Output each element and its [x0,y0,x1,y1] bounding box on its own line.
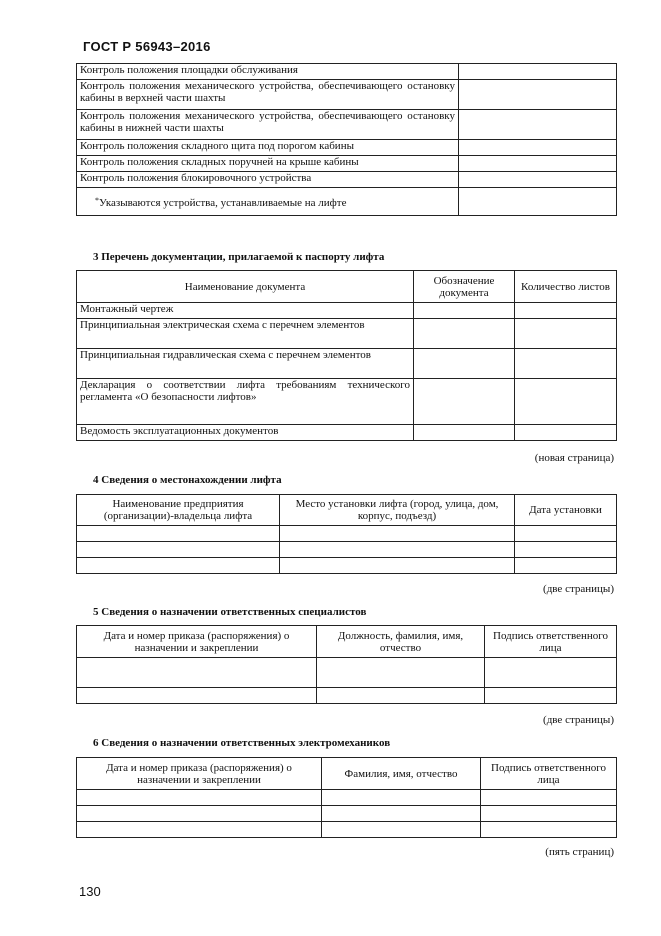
col-header-install-place: Место установки лифта (город, улица, дом, корпус, подъезд) [280,495,515,526]
col-header-signature: Подпись ответственного лица [481,758,617,790]
empty-cell [77,688,317,704]
doc-row: Принципиальная гидравлическая схема с перечнем элементов [77,349,414,379]
device-row: Контроль положения механического устройства, обеспечивающего остановку кабины в нижней части шахты [77,110,459,140]
lift-devices-table [76,63,617,216]
doc-row: Монтажный чертеж [77,303,414,319]
col-header-document-name: Наименование документа [77,271,414,303]
empty-cell [77,658,317,688]
empty-cell [77,806,322,822]
device-row: Контроль положения площадки обслуживания [77,64,459,80]
location-table [76,494,617,574]
page-number: 130 [79,884,101,899]
doc-row: Принципиальная электрическая схема с перечнем элементов [77,319,414,349]
specialists-table [76,625,617,704]
empty-cell [77,822,322,838]
section5-title: 5 Сведения о назначении ответственных специалистов [93,606,367,618]
empty-cell [77,790,322,806]
col-header-full-name: Фамилия, имя, отчество [322,758,481,790]
device-row: Контроль положения блокировочного устройства [77,172,459,188]
section6-title: 6 Сведения о назначении ответственных электромехаников [93,737,391,749]
col-header-install-date: Дата установки [515,495,617,526]
document-header: ГОСТ Р 56943–2016 [83,39,211,54]
section3-title: 3 Перечень документации, прилагаемой к паспорту лифта [93,251,385,263]
section4-title: 4 Сведения о местонахождении лифта [93,474,282,486]
col-header-position-name: Должность, фамилия, имя, отчество [317,626,485,658]
empty-cell [77,542,280,558]
device-row: Контроль положения складных поручней на крыше кабины [77,156,459,172]
electromechanics-table [76,757,617,838]
page-count-note: (пять страниц) [545,846,614,858]
doc-row: Ведомость эксплуатационных документов [77,425,414,441]
documentation-table [76,270,617,441]
col-header-owner: Наименование предприятия (организации)-владельца лифта [77,495,280,526]
table-footnote: *Указываются устройства, устанавливаемые на лифте [77,188,459,216]
col-header-order: Дата и номер приказа (распоряжения) о назначении и закреплении [77,626,317,658]
empty-cell [77,558,280,574]
empty-cell [77,526,280,542]
col-header-order: Дата и номер приказа (распоряжения) о назначении и закреплении [77,758,322,790]
page-count-note: (две страницы) [543,714,614,726]
col-header-signature: Подпись ответственного лица [485,626,617,658]
page-count-note: (новая страница) [534,452,614,464]
page-count-note: (две страницы) [543,583,614,595]
device-row: Контроль положения складного щита под порогом кабины [77,140,459,156]
doc-row: Декларация о соответствии лифта требованиям технического регламента «О безопасности лифтов» [77,379,414,425]
col-header-sheet-count: Количество листов [515,271,617,303]
device-row: Контроль положения механического устройства, обеспечивающего остановку кабины в верхней части шахты [77,80,459,110]
footnote-mark: * [95,195,99,205]
col-header-designation: Обозначение документа [414,271,515,303]
